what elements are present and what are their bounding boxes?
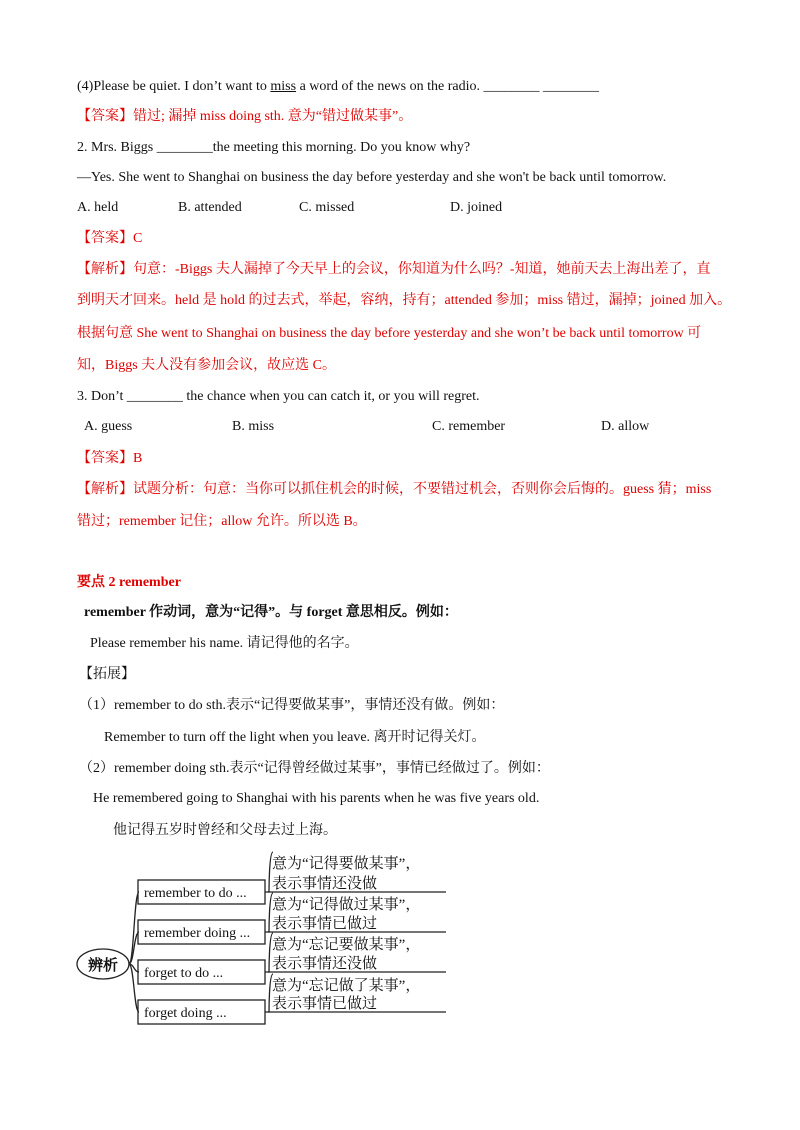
q2-analysis-line: 根据句意 She went to Shanghai on business the day before yesterday and she won’t be back until tomorrow 可	[77, 326, 702, 341]
diagram-term: remember doing ...	[144, 926, 251, 941]
q4-answer: 【答案】错过; 漏掉 miss doing sth. 意为“错过做某事”。	[77, 109, 413, 124]
diagram-meaning: 意为“记得做过某事”，	[272, 897, 421, 913]
q4-pre: (4)Please be quiet. I don’t want to	[77, 79, 271, 94]
q3-option-b: B. miss	[232, 419, 275, 434]
q2-reply: —Yes. She went to Shanghai on business the day before yesterday and she won't be back until tomorrow.	[77, 170, 667, 185]
diagram-root-label: 辨析	[87, 958, 119, 974]
q2-option-b: B. attended	[178, 200, 242, 215]
q3-analysis-line: 错过；remember 记住；allow 允许。所以选 B。	[77, 514, 367, 529]
extension-2-translation: 他记得五岁时曾经和父母去过上海。	[113, 823, 337, 838]
definition: remember 作动词，意为“记得”。与 forget 意思相反。例如：	[84, 605, 458, 620]
diagram-meaning: 表示事情已做过	[272, 916, 378, 932]
q2-option-c: C. missed	[299, 200, 355, 215]
q2-analysis-line: 到明天才回来。held 是 hold 的过去式，举起，容纳，持有；attended 参加；miss 错过，漏掉；joined 加入。	[77, 293, 732, 308]
diagram-meaning: 表示事情还没做	[272, 876, 378, 892]
diagram-term: forget to do ...	[144, 966, 224, 981]
diagram-meaning: 意为“记得要做某事”，	[272, 856, 421, 872]
diagram-meaning: 意为“忘记做了某事”，	[272, 978, 421, 994]
q4-keyword: miss	[270, 79, 297, 94]
q3-option-c: C. remember	[432, 419, 506, 434]
diagram-term: forget doing ...	[144, 1006, 227, 1021]
q3-option-d: D. allow	[601, 419, 650, 434]
example: Please remember his name. 请记得他的名字。	[90, 636, 359, 651]
diagram-meaning: 表示事情还没做	[272, 956, 378, 972]
extension-2-example: He remembered going to Shanghai with his parents when he was five years old.	[93, 791, 540, 806]
q3-answer: 【答案】B	[77, 451, 143, 466]
q4-post: a word of the news on the radio. ________ ________	[296, 79, 599, 94]
q2-option-d: D. joined	[450, 200, 503, 215]
q2-analysis-line: 【解析】句意：-Biggs 夫人漏掉了今天早上的会议，你知道为什么吗？-知道，她前天去上海出差了，直	[77, 262, 711, 277]
section-heading: 要点 2 remember	[77, 575, 181, 590]
diagram-term: remember to do ...	[144, 886, 247, 901]
q2-option-a: A. held	[77, 200, 119, 215]
q3-option-a: A. guess	[84, 419, 133, 434]
extension-1: （1）remember to do sth.表示“记得要做某事”，事情还没有做。例如：	[79, 698, 505, 713]
extension-label: 【拓展】	[79, 667, 135, 682]
q2-stem: 2. Mrs. Biggs ________the meeting this morning. Do you know why?	[77, 140, 471, 155]
diagram-meaning: 表示事情已做过	[272, 996, 378, 1012]
q2-analysis-line: 知，Biggs 夫人没有参加会议，故应选 C。	[77, 358, 337, 373]
q2-answer: 【答案】C	[77, 231, 143, 246]
diagram-meaning: 意为“忘记要做某事”，	[272, 937, 421, 953]
extension-2: （2）remember doing sth.表示“记得曾经做过某事”，事情已经做过了。例如：	[79, 761, 550, 776]
q3-analysis-line: 【解析】试题分析：句意：当你可以抓住机会的时候，不要错过机会，否则你会后悔的。guess 猜；miss	[77, 482, 712, 497]
extension-1-example: Remember to turn off the light when you leave. 离开时记得关灯。	[104, 730, 486, 745]
q3-stem: 3. Don’t ________ the chance when you can catch it, or you will regret.	[77, 389, 480, 404]
